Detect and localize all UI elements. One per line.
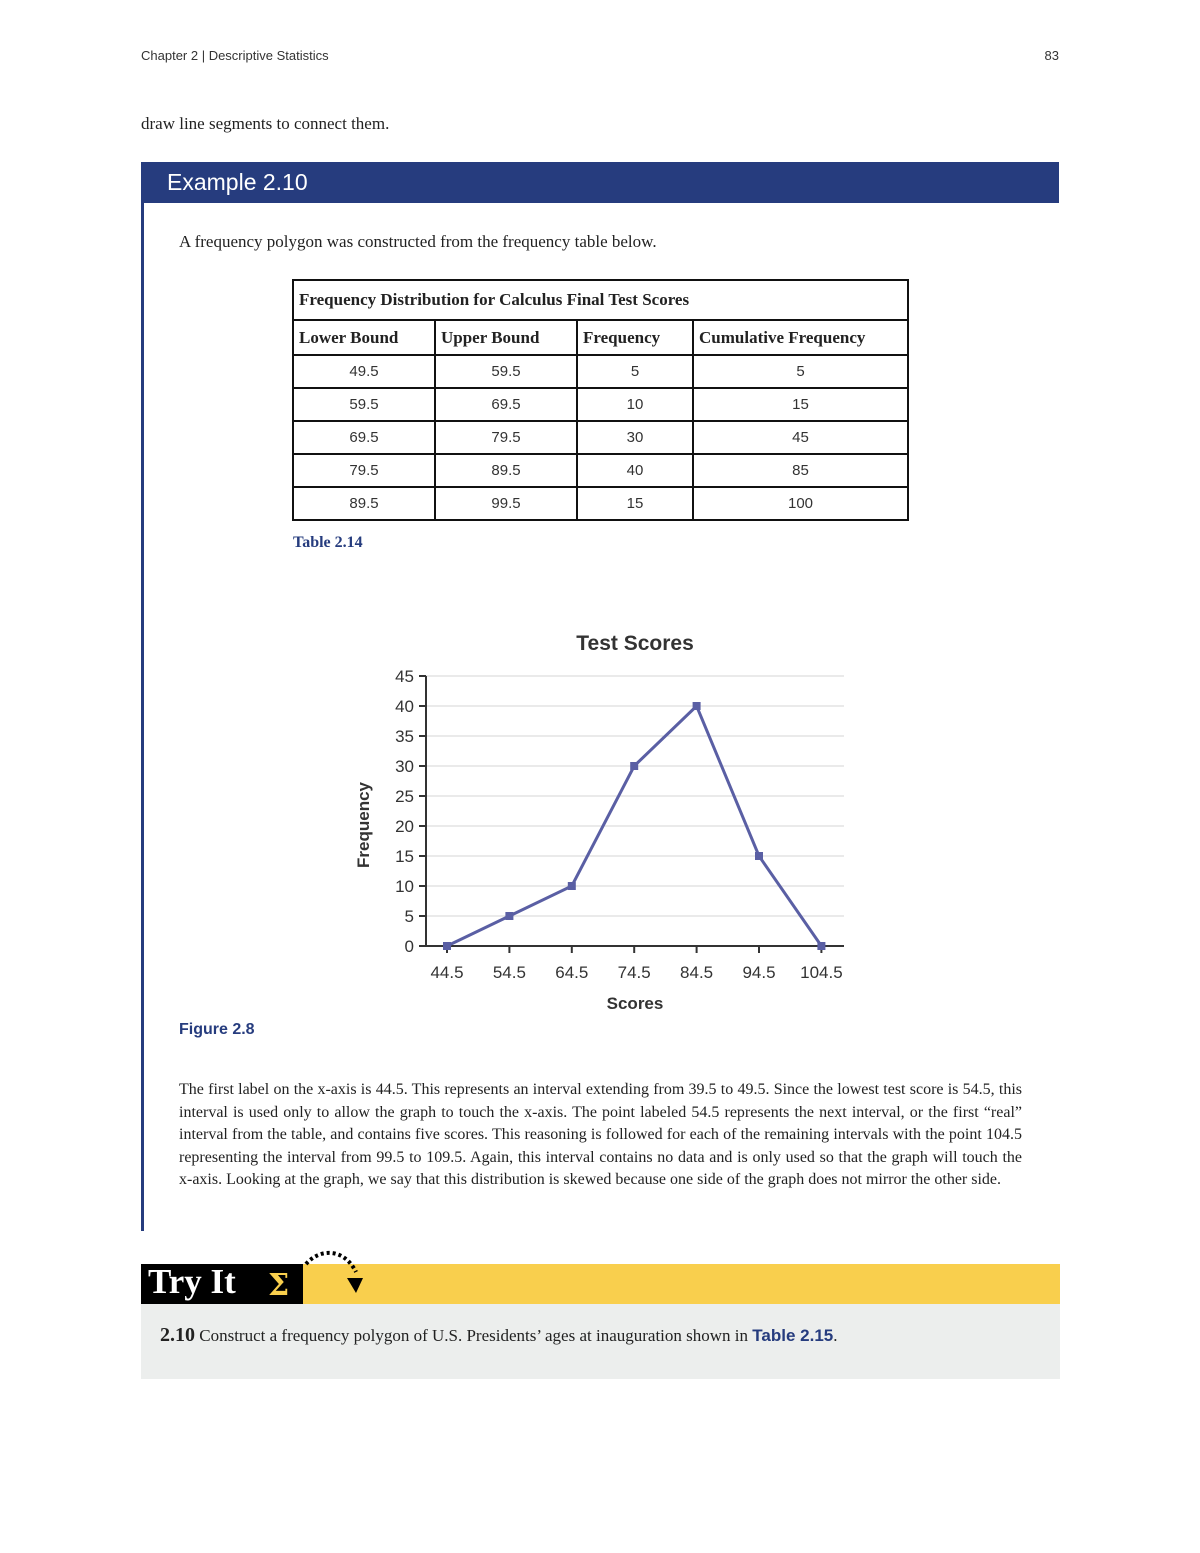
y-tick-label: 35	[395, 727, 414, 746]
table-row	[293, 454, 908, 487]
x-tick-label: 64.5	[555, 963, 589, 982]
example-lead-text: A frequency polygon was constructed from the frequency table below.	[179, 232, 657, 251]
table-cell: 79.5	[293, 454, 435, 487]
y-tick-label: 40	[395, 697, 414, 716]
running-head: Chapter 2 | Descriptive Statistics	[141, 48, 329, 63]
sigma-icon: Σ	[268, 1268, 290, 1303]
page-number: 83	[1044, 48, 1059, 63]
table-cell: 49.5	[293, 355, 435, 388]
table-cell: 89.5	[435, 454, 577, 487]
intro-text: draw line segments to connect them.	[141, 114, 390, 133]
table-cell: 45	[693, 421, 908, 454]
try-it-label: Try It	[148, 1262, 236, 1301]
y-axis-title: Frequency	[354, 782, 373, 868]
table-row	[293, 355, 908, 388]
table-cell: 89.5	[293, 487, 435, 520]
y-tick-label: 25	[395, 787, 414, 806]
table-row	[293, 388, 908, 421]
data-point	[817, 942, 825, 950]
x-tick-label: 44.5	[430, 963, 464, 982]
y-tick-label: 20	[395, 817, 414, 836]
chart-title: Test Scores	[576, 632, 694, 655]
data-point	[505, 912, 513, 920]
table-cell: 40	[577, 454, 693, 487]
exercise-end: .	[833, 1326, 838, 1345]
exercise-number: 2.10	[160, 1324, 195, 1346]
exercise-text: Construct a frequency polygon of U.S. Presidents’ ages at inauguration shown in	[199, 1326, 753, 1345]
table-cell: 5	[577, 355, 693, 388]
y-tick-label: 10	[395, 877, 414, 896]
explanation-paragraph: The first label on the x-axis is 44.5. This represents an interval extending from 39.5 to 49.5. Since the lowest test score is 54.5, this interval is used only to allow the graph to touch the x-axis. The point labeled 54.5 represents the next interval, or the first “real” interval from the table, and contains five scores. This reasoning is followed for each of the remaining intervals with the point 104.5 representing the interval from 99.5 to 109.5. Again, this interval contains no data and is only used so that the graph will touch the x-axis. Looking at the graph, we say that this distribution is skewed because one side of the graph does not mirror the other side.	[179, 1081, 1022, 1189]
table-cell: 10	[577, 388, 693, 421]
x-axis-title: Scores	[606, 994, 664, 1013]
table-cell: 59.5	[435, 355, 577, 388]
data-point	[443, 942, 451, 950]
table-cell: 100	[693, 487, 908, 520]
x-tick-label: 94.5	[742, 963, 776, 982]
curved-arrow-icon	[296, 1248, 372, 1302]
table-cell: 79.5	[435, 421, 577, 454]
table-caption: Frequency Distribution for Calculus Final Test Scores	[293, 280, 908, 320]
x-tick-label: 54.5	[492, 963, 526, 982]
y-tick-label: 0	[404, 937, 414, 956]
data-point	[755, 852, 763, 860]
x-tick-label: 84.5	[680, 963, 714, 982]
table-cell: 59.5	[293, 388, 435, 421]
column-header: Lower Bound	[293, 320, 435, 355]
column-header: Frequency	[577, 320, 693, 355]
table-cell: 15	[693, 388, 908, 421]
table-row	[293, 421, 908, 454]
table-2-15-link[interactable]: Table 2.15	[752, 1326, 834, 1345]
example-side-rule	[141, 203, 144, 1231]
table-cell: 69.5	[293, 421, 435, 454]
y-tick-label: 5	[404, 907, 414, 926]
frequency-table	[292, 279, 909, 521]
column-header: Upper Bound	[435, 320, 577, 355]
table-cell: 85	[693, 454, 908, 487]
table-cell: 30	[577, 421, 693, 454]
table-cell: 15	[577, 487, 693, 520]
y-tick-label: 45	[395, 667, 414, 686]
try-it-prompt	[160, 1324, 837, 1347]
example-title: Example 2.10	[141, 162, 1059, 203]
column-header: Cumulative Frequency	[693, 320, 908, 355]
data-point	[568, 882, 576, 890]
y-tick-label: 30	[395, 757, 414, 776]
y-tick-label: 15	[395, 847, 414, 866]
frequency-polygon-chart	[340, 618, 860, 1020]
table-cell: 5	[693, 355, 908, 388]
data-point	[630, 762, 638, 770]
x-tick-label: 74.5	[617, 963, 651, 982]
x-tick-label: 104.5	[800, 963, 843, 982]
try-it-banner-stripe	[303, 1264, 1060, 1304]
table-row	[293, 487, 908, 520]
table-label: Table 2.14	[293, 534, 363, 551]
figure-label: Figure 2.8	[179, 1021, 255, 1038]
data-point	[693, 702, 701, 710]
table-cell: 99.5	[435, 487, 577, 520]
table-cell: 69.5	[435, 388, 577, 421]
